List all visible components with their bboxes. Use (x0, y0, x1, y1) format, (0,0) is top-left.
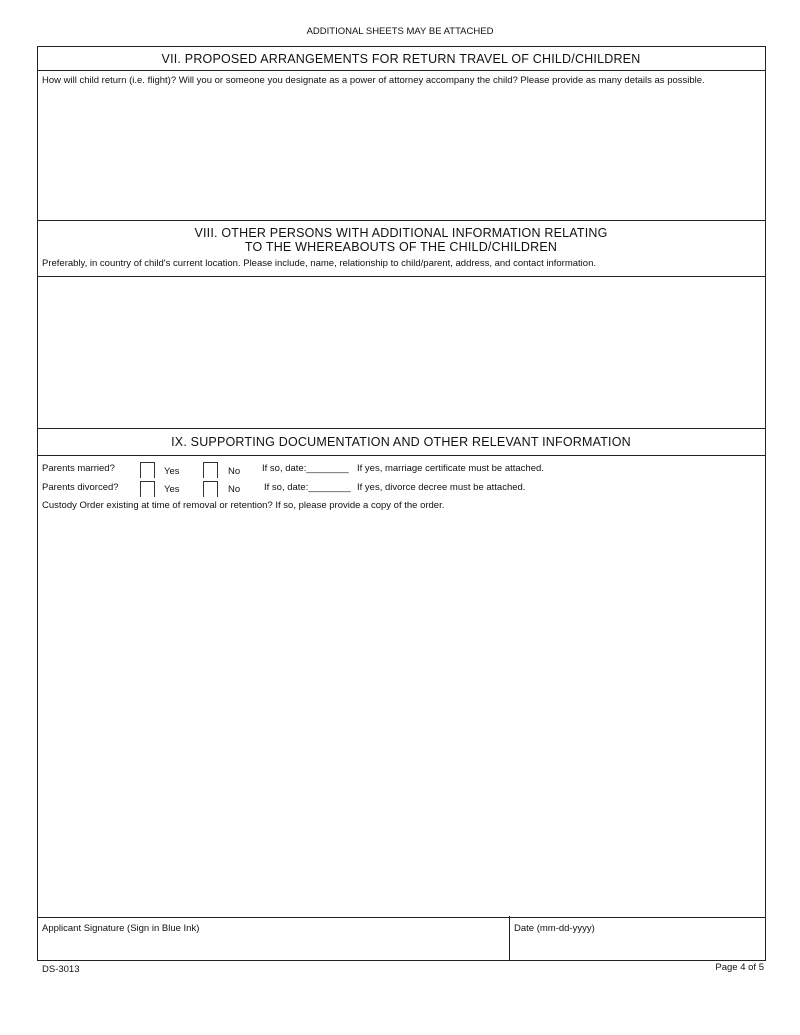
divorced-note: If yes, divorce decree must be attached. (357, 482, 526, 493)
divorced-yes-checkbox[interactable] (140, 481, 155, 497)
married-no-checkbox[interactable] (203, 462, 218, 478)
supporting-info-field[interactable] (40, 516, 764, 916)
divider (509, 916, 510, 960)
signature-field[interactable] (40, 936, 506, 958)
divider (37, 70, 765, 71)
custody-order-text: Custody Order existing at time of removal or retention? If so, please provide a copy of the order. (42, 500, 445, 511)
form-number: DS-3013 (42, 964, 80, 975)
married-yes-label: Yes (164, 466, 180, 477)
divider (37, 276, 765, 277)
section-9-title: IX. SUPPORTING DOCUMENTATION AND OTHER RELEVANT INFORMATION (171, 435, 631, 449)
divorced-no-checkbox[interactable] (203, 481, 218, 497)
section-7-instructions: How will child return (i.e. flight)? Will you or someone you designate as a power of attorney accompany the child? Please provide as many details as possible. (42, 75, 705, 86)
date-label: Date (mm-dd-yyyy) (514, 923, 595, 934)
section-7-title: VII. PROPOSED ARRANGEMENTS FOR RETURN TRAVEL OF CHILD/CHILDREN (161, 52, 641, 66)
parents-divorced-label: Parents divorced? (42, 482, 119, 493)
section-8-title-line2: TO THE WHEREABOUTS OF THE CHILD/CHILDREN (244, 240, 558, 254)
married-yes-checkbox[interactable] (140, 462, 155, 478)
additional-sheets-note: ADDITIONAL SHEETS MAY BE ATTACHED (306, 26, 494, 37)
divorced-date-field[interactable]: If so, date:________ (264, 482, 351, 493)
parents-married-label: Parents married? (42, 463, 115, 474)
divider (37, 455, 765, 456)
married-no-label: No (228, 466, 241, 477)
married-date-field[interactable]: If so, date:________ (262, 463, 349, 474)
divider (37, 428, 765, 429)
section-8-title-line1: VIII. OTHER PERSONS WITH ADDITIONAL INFORMATION RELATING (194, 226, 608, 240)
signature-label: Applicant Signature (Sign in Blue Ink) (42, 923, 200, 934)
divorced-yes-label: Yes (164, 484, 180, 495)
date-field[interactable] (512, 936, 762, 958)
divider (37, 220, 765, 221)
page-number: Page 4 of 5 (715, 962, 764, 973)
other-persons-field[interactable] (40, 280, 764, 428)
married-note: If yes, marriage certificate must be attached. (357, 463, 544, 474)
return-travel-field[interactable] (40, 102, 764, 218)
section-8-instructions: Preferably, in country of child's current location. Please include, name, relationship to child/parent, address, and contact information. (42, 258, 596, 269)
divorced-no-label: No (228, 484, 241, 495)
